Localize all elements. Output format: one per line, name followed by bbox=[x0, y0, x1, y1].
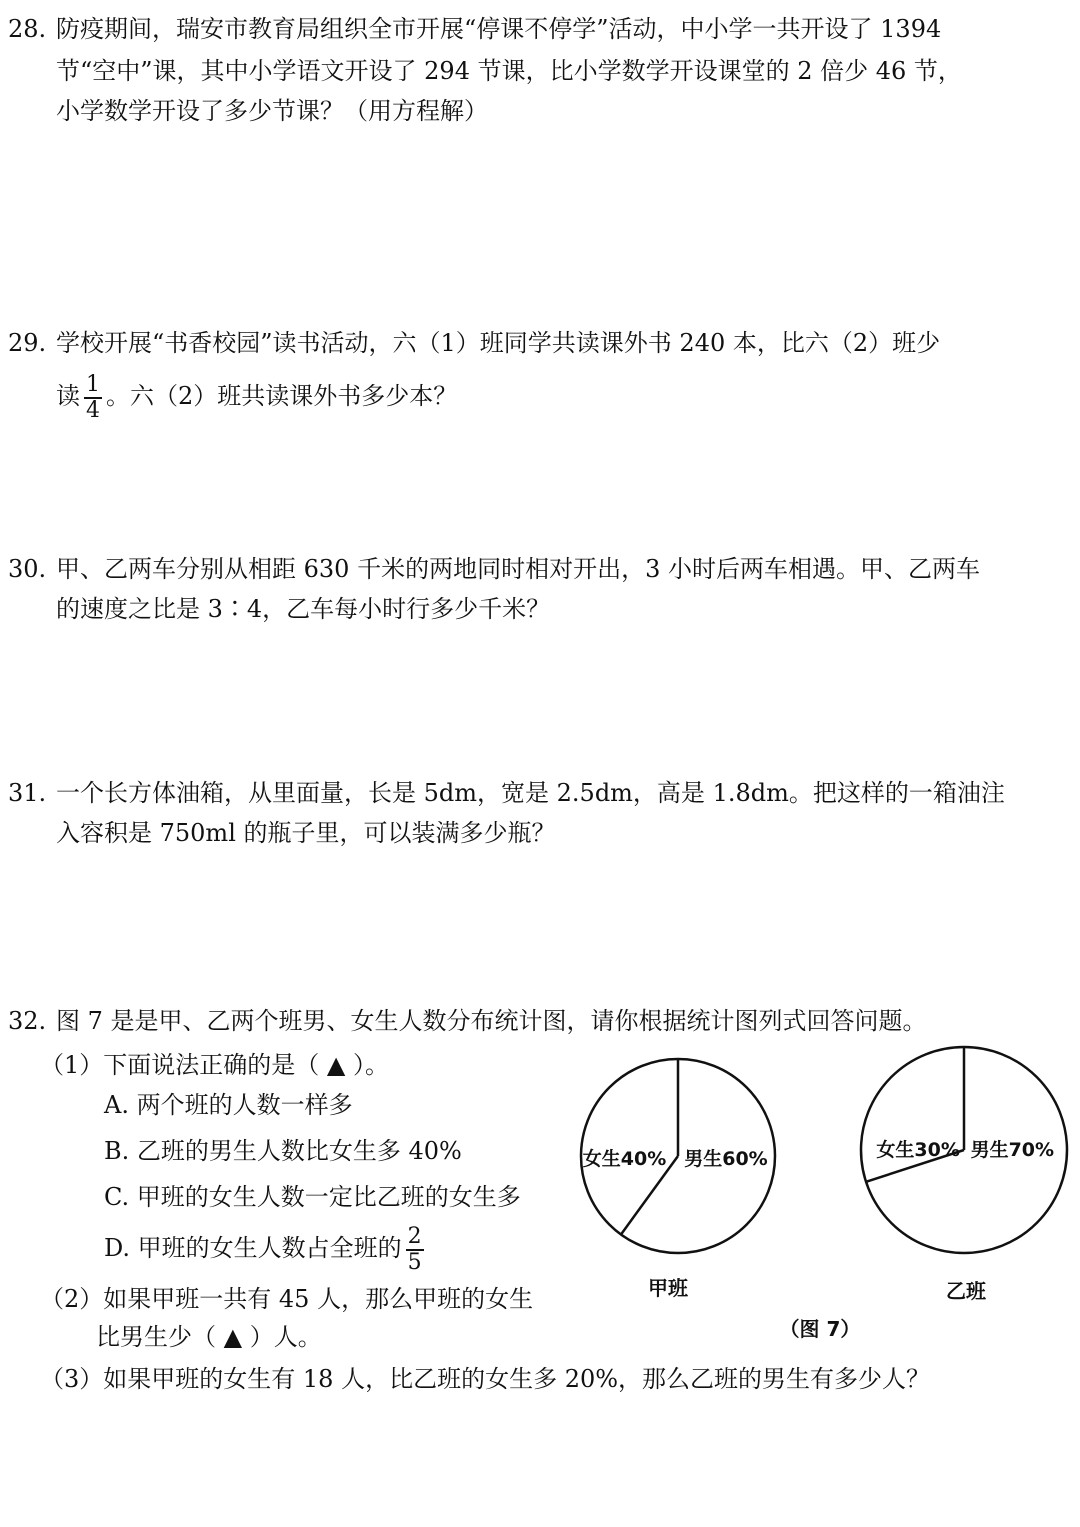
question-32-part-1: （1）下面说法正确的是（ ▲ ）。 bbox=[40, 1051, 389, 1079]
question-32-part-3: （3）如果甲班的女生有 18 人，比乙班的女生多 20%，那么乙班的男生有多少人？ bbox=[40, 1365, 931, 1393]
fraction-one-quarter bbox=[84, 373, 102, 423]
fraction-denominator: 4 bbox=[86, 397, 100, 423]
question-number-30: 30. bbox=[8, 555, 47, 583]
fraction-denominator: 5 bbox=[407, 1249, 422, 1275]
figure-caption: （图 7） bbox=[779, 1317, 861, 1341]
question-number-31: 31. bbox=[8, 779, 47, 807]
question-32-option-d-text: D. 甲班的女生人数占全班的 bbox=[104, 1234, 402, 1262]
question-32-line-1: 图 7 是是甲、乙两个班男、女生人数分布统计图，请你根据统计图列式回答问题。 bbox=[56, 1007, 927, 1035]
question-number-28: 28. bbox=[8, 15, 47, 43]
question-29-line-2 bbox=[56, 368, 457, 424]
question-32-part-2-line-2: 比男生少（ ▲ ）人。 bbox=[96, 1323, 322, 1351]
question-31-line-1: 一个长方体油箱，从里面量，长是 5dm，宽是 2.5dm，高是 1.8dm。把这样的一箱油注 bbox=[56, 779, 1005, 807]
question-29-line-2-post: 。六（2）班共读课外书多少本？ bbox=[106, 382, 458, 410]
question-28-line-1: 防疫期间，瑞安市教育局组织全市开展“停课不停学”活动，中小学一共开设了 1394 bbox=[56, 15, 942, 43]
question-30-line-1: 甲、乙两车分别从相距 630 千米的两地同时相对开出，3 小时后两车相遇。甲、乙两车 bbox=[56, 555, 980, 583]
pie-slice-label-boys: 男生60% bbox=[684, 1148, 768, 1170]
pie-chart-class-yi bbox=[861, 1047, 1067, 1253]
question-32-part-2-line-1: （2）如果甲班一共有 45 人，那么甲班的女生 bbox=[40, 1285, 534, 1313]
question-32-option-b: B. 乙班的男生人数比女生多 40% bbox=[104, 1137, 462, 1165]
pie-chart-class-jia bbox=[581, 1059, 775, 1253]
fraction-numerator: 2 bbox=[407, 1223, 422, 1249]
pie-slice-label-boys: 男生70% bbox=[970, 1139, 1055, 1161]
question-32-option-c: C. 甲班的女生人数一定比乙班的女生多 bbox=[104, 1183, 521, 1211]
question-31-line-2: 入容积是 750ml 的瓶子里，可以装满多少瓶？ bbox=[56, 819, 556, 847]
pie-slice-label-girls: 女生40% bbox=[582, 1148, 667, 1170]
question-28-line-2: 节“空中”课，其中小学语文开设了 294 节课，比小学数学开设课堂的 2 倍少 46 节， bbox=[56, 57, 962, 85]
question-32-option-d bbox=[104, 1220, 428, 1276]
fraction-two-fifths bbox=[406, 1225, 424, 1275]
question-29-line-2-pre: 读 bbox=[56, 382, 80, 410]
pie-caption-class-yi: 乙班 bbox=[946, 1279, 986, 1303]
question-29-line-1: 学校开展“书香校园”读书活动，六（1）班同学共读课外书 240 本，比六（2）班少 bbox=[56, 329, 941, 357]
question-28-line-3: 小学数学开设了多少节课？（用方程解） bbox=[56, 97, 488, 125]
question-30-line-2: 的速度之比是 3∶4，乙车每小时行多少千米？ bbox=[56, 595, 551, 623]
question-number-32: 32. bbox=[8, 1007, 47, 1035]
figure-7-pie-charts bbox=[560, 1040, 1080, 1340]
fraction-numerator: 1 bbox=[86, 371, 100, 397]
question-number-29: 29. bbox=[8, 329, 47, 357]
pie-caption-class-jia: 甲班 bbox=[648, 1276, 688, 1300]
question-32-option-a: A. 两个班的人数一样多 bbox=[104, 1091, 353, 1119]
pie-slice-label-girls: 女生30% bbox=[876, 1139, 960, 1161]
